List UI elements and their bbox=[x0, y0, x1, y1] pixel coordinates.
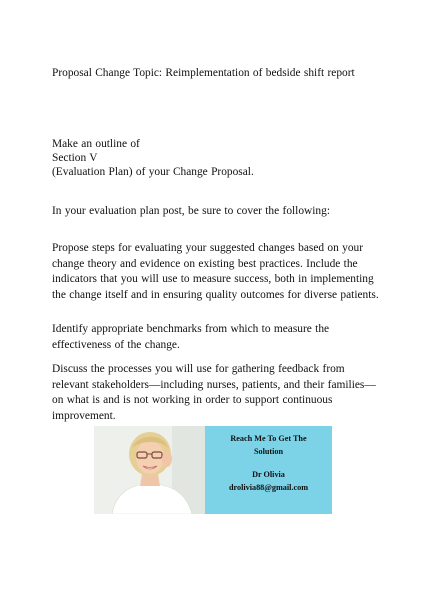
contact-banner bbox=[94, 426, 332, 514]
benchmarks-paragraph: Identify appropriate benchmarks from which to measure the effectiveness of the change. bbox=[52, 323, 330, 351]
banner-heading-line-1: Reach Me To Get The bbox=[230, 434, 307, 443]
woman-portrait-photo bbox=[94, 426, 205, 514]
topic-heading: Proposal Change Topic: Reimplementation of bedside shift report bbox=[52, 67, 355, 79]
outline-instruction-line-1: Make an outline of bbox=[52, 138, 140, 150]
contact-name: Dr Olivia bbox=[252, 470, 285, 479]
contact-email: drolivia88@gmail.com bbox=[228, 483, 309, 492]
feedback-paragraph: Discuss the processes you will use for gathering feedback from relevant stakeholders—including nurses, patients, and their families—on what is and is not working in order to support continuous improvement. bbox=[52, 363, 376, 422]
cover-intro-paragraph: In your evaluation plan post, be sure to cover the following: bbox=[52, 205, 330, 217]
banner-heading-line-2: Solution bbox=[253, 447, 284, 456]
propose-steps-paragraph: Propose steps for evaluating your suggested changes based on your change theory and evidence on existing best practices. Include the indicators that you will use to measure success, both in implementing the change itself and in ensuring quality outcomes for diverse patients. bbox=[52, 242, 379, 301]
outline-instruction-line-2: Section V bbox=[52, 152, 98, 164]
contact-info-panel bbox=[205, 426, 332, 514]
outline-instruction-line-3: (Evaluation Plan) of your Change Proposal. bbox=[52, 166, 254, 178]
